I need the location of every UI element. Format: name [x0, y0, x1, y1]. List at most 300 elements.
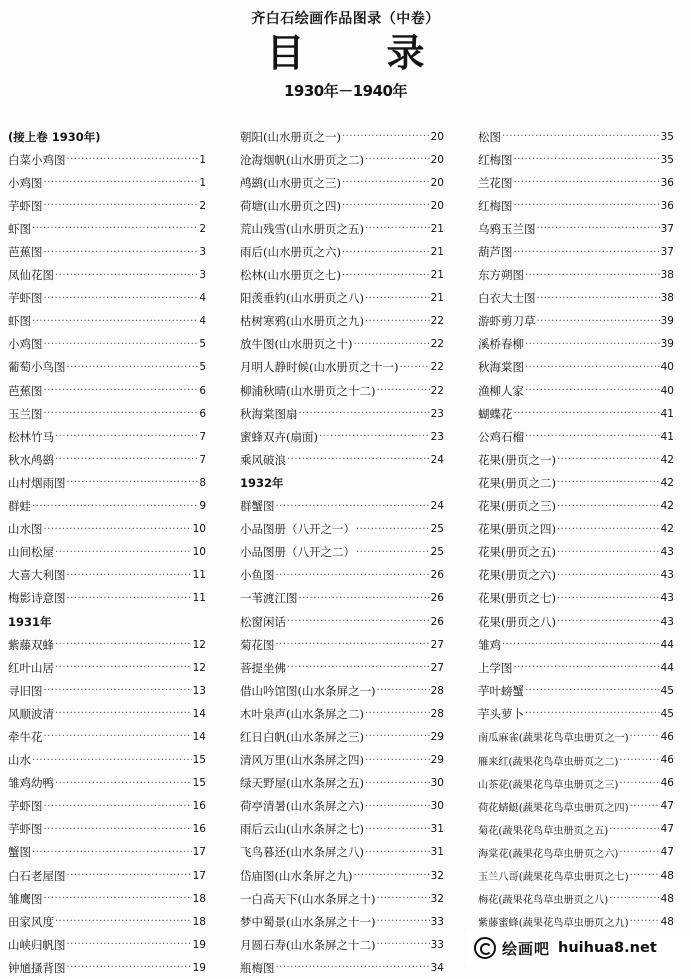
dot-leader [365, 316, 430, 327]
entry-page-number: 45 [660, 684, 674, 697]
entry-page-number: 38 [660, 269, 674, 282]
toc-entry[interactable] [240, 564, 444, 587]
entry-page-number: 31 [430, 846, 444, 859]
toc-entry[interactable] [8, 425, 206, 448]
entry-title: 松林竹马 [8, 429, 54, 444]
entry-title: 松图 [478, 129, 501, 144]
dot-leader [525, 270, 660, 281]
toc-entry[interactable] [8, 818, 206, 841]
toc-entry[interactable] [240, 264, 444, 287]
entry-page-number: 36 [660, 176, 674, 189]
entry-page-number: 41 [660, 407, 674, 420]
dot-leader [299, 408, 430, 419]
toc-entry[interactable] [240, 749, 444, 772]
entry-title: 雏鸡幼鸭 [8, 776, 54, 791]
dot-leader [619, 755, 659, 766]
toc-entry[interactable] [478, 264, 674, 287]
entry-page-number: 32 [430, 892, 444, 905]
toc-entry[interactable] [8, 749, 206, 772]
toc-entry[interactable] [478, 402, 674, 425]
toc-entry[interactable] [478, 171, 674, 194]
toc-entry[interactable] [478, 333, 674, 356]
toc-entry[interactable] [240, 933, 444, 956]
toc-entry[interactable] [478, 379, 674, 402]
entry-page-number: 20 [430, 176, 444, 189]
entry-page-number: 35 [660, 130, 674, 143]
entry-page-number: 42 [660, 523, 674, 536]
dot-leader [399, 362, 429, 373]
entry-title: 红叶山居 [8, 660, 54, 675]
toc-entry[interactable] [8, 217, 206, 240]
dot-leader [67, 362, 199, 373]
dot-leader [44, 685, 192, 696]
toc-entry[interactable] [240, 171, 444, 194]
dot-leader [32, 223, 198, 234]
dot-leader [525, 362, 660, 373]
toc-entry[interactable] [8, 933, 206, 956]
toc-entry[interactable] [8, 448, 206, 471]
entry-page-number: 48 [660, 915, 674, 928]
entry-title: 秋海棠图扇 [240, 406, 298, 421]
entry-title: 寻旧图 [8, 683, 43, 698]
dot-leader [365, 293, 430, 304]
entry-page-number: 7 [199, 430, 206, 443]
entry-page-number: 20 [430, 130, 444, 143]
dot-leader [55, 454, 198, 465]
toc-entry[interactable] [240, 125, 444, 148]
toc-entry[interactable] [478, 818, 674, 841]
dot-leader [32, 501, 198, 512]
entry-page-number: 21 [430, 292, 444, 305]
entry-title: 小品图册（八开之二） [240, 545, 355, 560]
toc-entry[interactable] [478, 518, 674, 541]
dot-leader [67, 570, 192, 581]
entry-page-number: 37 [660, 222, 674, 235]
entry-page-number: 44 [660, 661, 674, 674]
entry-title: 南瓜麻雀(蔬果花鸟草虫册页之一) [478, 733, 629, 745]
entry-title: 乘风破浪 [240, 452, 286, 467]
dot-leader [557, 593, 660, 604]
entry-title: 飞鸟暮还(山水条屏之八) [240, 845, 364, 860]
toc-entry[interactable] [240, 610, 444, 633]
dot-leader [32, 847, 192, 858]
entry-title: 鸬鹚(山水册页之三) [240, 175, 341, 190]
entry-page-number: 22 [430, 384, 444, 397]
entry-page-number: 26 [430, 592, 444, 605]
toc-entry[interactable] [240, 887, 444, 910]
entry-title: 红梅图 [478, 198, 513, 213]
entry-title: 紫藤双蜂 [8, 637, 54, 652]
toc-entry[interactable] [8, 264, 206, 287]
dot-leader [67, 870, 192, 881]
entry-page-number: 48 [660, 892, 674, 905]
toc-entry[interactable] [8, 841, 206, 864]
entry-page-number: 24 [430, 500, 444, 513]
dot-leader [44, 200, 199, 211]
toc-entry[interactable] [478, 887, 674, 910]
dot-leader [342, 177, 430, 188]
toc-entry[interactable] [240, 425, 444, 448]
entry-title: 游虾剪刀草 [478, 314, 536, 329]
entry-title: 玉兰图 [8, 406, 43, 421]
toc-entry[interactable] [478, 679, 674, 702]
toc-entry[interactable] [478, 495, 674, 518]
entry-page-number: 17 [192, 846, 206, 859]
entry-page-number: 23 [430, 407, 444, 420]
toc-entry[interactable] [478, 541, 674, 564]
entry-title: 松林(山水册页之七) [240, 268, 341, 283]
dot-leader [287, 454, 430, 465]
dot-leader [276, 570, 430, 581]
entry-page-number: 33 [430, 938, 444, 951]
entry-page-number: 15 [192, 777, 206, 790]
dot-leader [525, 685, 660, 696]
entry-page-number: 26 [430, 615, 444, 628]
entry-page-number: 42 [660, 500, 674, 513]
toc-entry[interactable] [240, 956, 444, 979]
dot-leader [55, 431, 198, 442]
entry-page-number: 47 [660, 846, 674, 859]
toc-entry[interactable] [8, 702, 206, 725]
dot-leader [44, 801, 192, 812]
watermark-chinese: 绘画吧 [502, 939, 551, 958]
entry-page-number: 15 [192, 754, 206, 767]
entry-page-number: 6 [199, 384, 206, 397]
toc-entry[interactable] [240, 402, 444, 425]
entry-title: 小鱼图 [240, 568, 275, 583]
dot-leader [376, 916, 429, 927]
toc-entry[interactable] [8, 518, 206, 541]
toc-entry[interactable] [478, 217, 674, 240]
toc-entry[interactable] [478, 310, 674, 333]
entry-title: 花果(册页之八) [478, 614, 556, 629]
entry-page-number: 20 [430, 199, 444, 212]
entry-page-number: 2 [199, 222, 206, 235]
toc-entry[interactable] [8, 679, 206, 702]
entry-page-number: 46 [660, 777, 674, 790]
toc-entry[interactable] [8, 795, 206, 818]
dot-leader [514, 200, 660, 211]
dot-leader [630, 731, 660, 742]
toc-entry[interactable] [478, 240, 674, 263]
toc-entry[interactable] [8, 772, 206, 795]
toc-entry[interactable] [478, 610, 674, 633]
toc-entry[interactable] [478, 194, 674, 217]
toc-entry[interactable] [240, 656, 444, 679]
entry-page-number: 42 [660, 453, 674, 466]
dot-leader [299, 593, 430, 604]
entry-page-number: 40 [660, 384, 674, 397]
toc-entry[interactable] [8, 379, 206, 402]
entry-title: 小鸡图 [8, 175, 43, 190]
entry-title: 红日白帆(山水条屏之三) [240, 729, 364, 744]
entry-page-number: 43 [660, 569, 674, 582]
entry-title: 枯树寒鸦(山水册页之九) [240, 314, 364, 329]
entry-page-number: 28 [430, 707, 444, 720]
toc-entry[interactable] [8, 887, 206, 910]
toc-entry[interactable] [478, 749, 674, 772]
entry-page-number: 1 [199, 176, 206, 189]
dot-leader [319, 431, 430, 442]
toc-entry[interactable] [8, 240, 206, 263]
entry-title: 风顺波清 [8, 706, 54, 721]
toc-entry[interactable] [240, 541, 444, 564]
entry-title: 白衣大士图 [478, 291, 536, 306]
watermark-url: huihua8.net [558, 940, 657, 956]
toc-entry[interactable] [240, 240, 444, 263]
toc-entry[interactable] [8, 956, 206, 979]
entry-title: 葡萄小鸟图 [8, 360, 66, 375]
toc-entry[interactable] [240, 910, 444, 933]
entry-page-number: 47 [660, 823, 674, 836]
entry-page-number: 38 [660, 292, 674, 305]
toc-entry[interactable] [240, 217, 444, 240]
dot-leader [356, 524, 430, 535]
dot-leader [365, 824, 430, 835]
entry-page-number: 48 [660, 869, 674, 882]
toc-entry[interactable] [240, 725, 444, 748]
watermark-logo-icon [474, 937, 496, 959]
toc-entry[interactable] [478, 448, 674, 471]
entry-title: 雏鸡 [478, 637, 501, 652]
entry-page-number: 46 [660, 754, 674, 767]
entry-title: 荷花蜻蜓(蔬果花鸟草虫册页之四) [478, 802, 629, 814]
dot-leader [356, 547, 430, 558]
toc-entry[interactable] [478, 587, 674, 610]
toc-entry[interactable] [240, 448, 444, 471]
entry-title: 渔柳人家 [478, 383, 524, 398]
entry-page-number: 42 [660, 476, 674, 489]
entry-title: 雁来红(蔬果花鸟草虫册页之二) [478, 756, 619, 768]
toc-entry[interactable] [478, 425, 674, 448]
dot-leader [376, 893, 429, 904]
entry-page-number: 3 [199, 246, 206, 259]
toc-entry[interactable] [8, 171, 206, 194]
toc-entry[interactable] [8, 633, 206, 656]
entry-page-number: 3 [199, 269, 206, 282]
toc-entry[interactable] [240, 587, 444, 610]
entry-page-number: 16 [192, 823, 206, 836]
toc-entry[interactable] [478, 356, 674, 379]
dot-leader [342, 131, 430, 142]
toc-entry[interactable] [240, 518, 444, 541]
entry-page-number: 22 [430, 361, 444, 374]
toc-entry[interactable] [478, 471, 674, 494]
entry-title: 芭蕉图 [8, 383, 43, 398]
entry-page-number: 21 [430, 222, 444, 235]
toc-entry[interactable] [240, 795, 444, 818]
entry-page-number: 18 [192, 915, 206, 928]
toc-entry[interactable] [8, 725, 206, 748]
dot-leader [67, 939, 192, 950]
dot-leader [55, 708, 192, 719]
entry-page-number: 45 [660, 707, 674, 720]
entry-title: 牵牛花 [8, 729, 43, 744]
entry-page-number: 17 [192, 869, 206, 882]
dot-leader [365, 223, 430, 234]
entry-page-number: 40 [660, 361, 674, 374]
toc-entry[interactable] [8, 402, 206, 425]
toc-entry[interactable] [8, 541, 206, 564]
entry-page-number: 13 [192, 684, 206, 697]
toc-entry[interactable] [8, 310, 206, 333]
entry-title: 梅影诗意图 [8, 591, 66, 606]
entry-title: 荷塘(山水册页之四) [240, 198, 341, 213]
entry-title: 荷亭清暑(山水条屏之六) [240, 799, 364, 814]
entry-page-number: 23 [430, 430, 444, 443]
toc-entry[interactable] [478, 564, 674, 587]
dot-leader [514, 177, 660, 188]
toc-entry[interactable] [240, 310, 444, 333]
entry-title: 芭蕉图 [8, 245, 43, 260]
dot-leader [376, 385, 429, 396]
entry-title: 雨后云山(山水条屏之七) [240, 822, 364, 837]
toc-entry[interactable] [240, 356, 444, 379]
entry-title: 菊花图 [240, 637, 275, 652]
dot-leader [44, 731, 192, 742]
dot-leader [342, 200, 430, 211]
site-watermark [466, 930, 691, 966]
entry-title: 花果(册页之六) [478, 568, 556, 583]
toc-entry[interactable] [240, 333, 444, 356]
toc-entry[interactable] [240, 841, 444, 864]
toc-entry[interactable] [240, 702, 444, 725]
toc-entry[interactable] [8, 333, 206, 356]
toc-entry[interactable] [240, 379, 444, 402]
dot-leader [557, 524, 660, 535]
year-heading [240, 471, 444, 494]
toc-entry[interactable] [8, 471, 206, 494]
dot-leader [557, 501, 660, 512]
toc-entry[interactable] [240, 287, 444, 310]
entry-page-number: 37 [660, 246, 674, 259]
dot-leader [276, 639, 430, 650]
entry-title: 白石老屋图 [8, 868, 66, 883]
entry-page-number: 11 [192, 592, 206, 605]
entry-title: 放牛图(山水册页之十) [240, 337, 353, 352]
toc-entry[interactable] [8, 194, 206, 217]
dot-leader [502, 639, 660, 650]
entry-page-number: 34 [430, 961, 444, 974]
toc-entry[interactable] [478, 795, 674, 818]
toc-entry[interactable] [240, 148, 444, 171]
entry-title: 山峡归帆图 [8, 937, 66, 952]
toc-entry[interactable] [8, 287, 206, 310]
dot-leader [67, 477, 199, 488]
toc-entry[interactable] [240, 495, 444, 518]
toc-entry[interactable] [478, 287, 674, 310]
entry-title: 山间松屋 [8, 545, 54, 560]
entry-title: 木叶泉声(山水条屏之二) [240, 706, 364, 721]
entry-title: 玉兰八哥(蔬果花鸟草虫册页之七) [478, 872, 629, 884]
entry-page-number: 29 [430, 730, 444, 743]
toc-column-1 [8, 125, 206, 975]
entry-page-number: 36 [660, 199, 674, 212]
toc-entry[interactable] [478, 148, 674, 171]
entry-page-number: 11 [192, 569, 206, 582]
dot-leader [55, 662, 192, 673]
toc-column-3 [478, 125, 674, 957]
entry-title: 荒山残雪(山水册页之五) [240, 221, 364, 236]
dot-leader [502, 131, 660, 142]
entry-page-number: 10 [192, 546, 206, 559]
entry-title: 山水图 [8, 522, 43, 537]
toc-entry[interactable] [8, 564, 206, 587]
toc-entry[interactable] [8, 864, 206, 887]
entry-title: 雨后(山水册页之六) [240, 245, 341, 260]
entry-title: 菊花(蔬果花鸟草虫册页之五) [478, 825, 609, 837]
entry-title: 芋叶螃蟹 [478, 683, 524, 698]
entry-title: 花果(册页之一) [478, 452, 556, 467]
dot-leader [44, 893, 192, 904]
entry-title: 群蛙 [8, 499, 31, 514]
toc-entry[interactable] [8, 148, 206, 171]
dot-leader [365, 731, 430, 742]
entry-page-number: 47 [660, 800, 674, 813]
entry-page-number: 27 [430, 638, 444, 651]
dot-leader [619, 847, 659, 858]
toc-entry[interactable] [478, 864, 674, 887]
toc-entry[interactable] [478, 656, 674, 679]
entry-page-number: 25 [430, 546, 444, 559]
dot-leader [67, 593, 192, 604]
dot-leader [537, 316, 660, 327]
entry-page-number: 10 [192, 523, 206, 536]
dot-leader [514, 662, 660, 673]
toc-entry[interactable] [8, 587, 206, 610]
toc-entry[interactable] [240, 194, 444, 217]
entry-page-number: 22 [430, 338, 444, 351]
dot-leader [276, 501, 430, 512]
entry-title: 花果(册页之二) [478, 475, 556, 490]
entry-title: 大喜大利图 [8, 568, 66, 583]
toc-entry[interactable] [478, 772, 674, 795]
entry-title: 绿天野屋(山水条屏之五) [240, 776, 364, 791]
toc-entry[interactable] [240, 818, 444, 841]
toc-entry[interactable] [478, 702, 674, 725]
entry-title: 月明人静时候(山水册页之十一) [240, 360, 399, 375]
dot-leader [537, 223, 660, 234]
entry-title: 上学图 [478, 660, 513, 675]
toc-entry[interactable] [8, 495, 206, 518]
toc-entry[interactable] [240, 679, 444, 702]
entry-title: 蟹图 [8, 845, 31, 860]
entry-title: 清风万里(山水条屏之四) [240, 753, 364, 768]
toc-entry[interactable] [240, 864, 444, 887]
dot-leader [525, 339, 660, 350]
toc-entry[interactable] [240, 633, 444, 656]
entry-page-number: 1 [199, 153, 206, 166]
entry-title: 柳浦秋晴(山水册页之十二) [240, 383, 376, 398]
entry-title: 乌鸦玉兰图 [478, 221, 536, 236]
dot-leader [514, 408, 660, 419]
toc-entry[interactable] [478, 725, 674, 748]
page-title: 目 录 [266, 31, 447, 75]
entry-title: 田家风度 [8, 914, 54, 929]
entry-page-number: 22 [430, 315, 444, 328]
dot-leader [287, 662, 430, 673]
toc-entry[interactable] [8, 656, 206, 679]
toc-entry[interactable] [8, 356, 206, 379]
toc-entry[interactable] [240, 772, 444, 795]
year-heading-label: 1931年 [8, 614, 52, 629]
dot-leader [342, 270, 430, 281]
toc-entry[interactable] [478, 841, 674, 864]
dot-leader [44, 385, 199, 396]
toc-entry[interactable] [478, 633, 674, 656]
toc-entry[interactable] [8, 910, 206, 933]
toc-entry[interactable] [478, 125, 674, 148]
